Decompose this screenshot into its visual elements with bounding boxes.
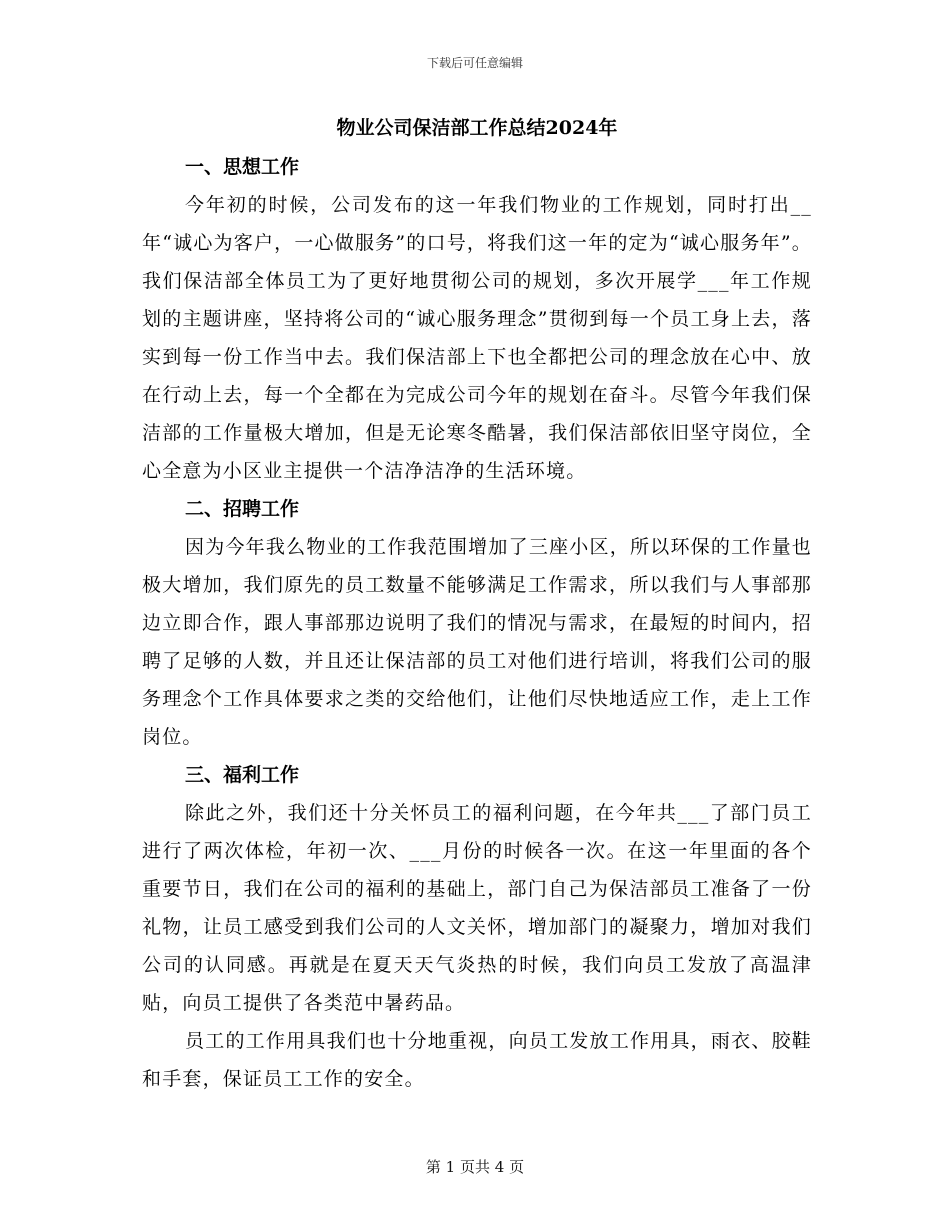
- header-note: 下载后可任意编辑: [426, 56, 523, 70]
- section-heading-thought: 一、思想工作: [185, 156, 300, 178]
- document-body: [142, 108, 812, 1098]
- paragraph-welfare: 除此之外，我们还十分关怀员工的福利问题，在今年共___了部门员工进行了两次体检，年初一次、___月份的时候各一次。在这一年里面的各个重要节日，我们在公司的福利的基础上，部门自己为保洁部员工准备了一份礼物，让员工感受到我们公司的人文关怀，增加部门的凝聚力，增加对我们公司的认同感。再就是在夏天天气炎热的时候，我们向员工发放了高温津贴，向员工提供了各类范中暑药品。: [142, 802, 812, 1014]
- paragraph-thought: 今年初的时候，公司发布的这一年我们物业的工作规划，同时打出__年“诚心为客户，一心做服务”的口号，将我们这一年的定为“诚心服务年”。我们保洁部全体员工为了更好地贯彻公司的规划，多次开展学___年工作规划的主题讲座，坚持将公司的“诚心服务理念”贯彻到每一个员工身上去，落实到每一份工作当中去。我们保洁部上下也全都把公司的理念放在心中、放在行动上去，每一个全都在为完成公司今年的规划在奋斗。尽管今年我们保洁部的工作量极大增加，但是无论寒冬酷暑，我们保洁部依旧坚守岗位，全心全意为小区业主提供一个洁净洁净的生活环境。: [142, 194, 812, 482]
- document-title: 物业公司保洁部工作总结2024年: [336, 117, 618, 139]
- section-heading-recruitment: 二、招聘工作: [185, 498, 300, 520]
- paragraph-recruitment: 因为今年我么物业的工作我范围增加了三座小区，所以环保的工作量也极大增加，我们原先的员工数量不能够满足工作需求，所以我们与人事部那边立即合作，跟人事部那边说明了我们的情况与需求，在最短的时间内，招聘了足够的人数，并且还让保洁部的员工对他们进行培训，将我们公司的服务理念个工作具体要求之类的交给他们，让他们尽快地适应工作，走上工作岗位。: [142, 536, 812, 748]
- section-heading-welfare: 三、福利工作: [185, 764, 300, 786]
- page-footer: 第 1 页共 4 页: [425, 1158, 525, 1176]
- paragraph-equipment: 员工的工作用具我们也十分地重视，向员工发放工作用具，雨衣、胶鞋和手套，保证员工工作的安全。: [142, 1030, 812, 1090]
